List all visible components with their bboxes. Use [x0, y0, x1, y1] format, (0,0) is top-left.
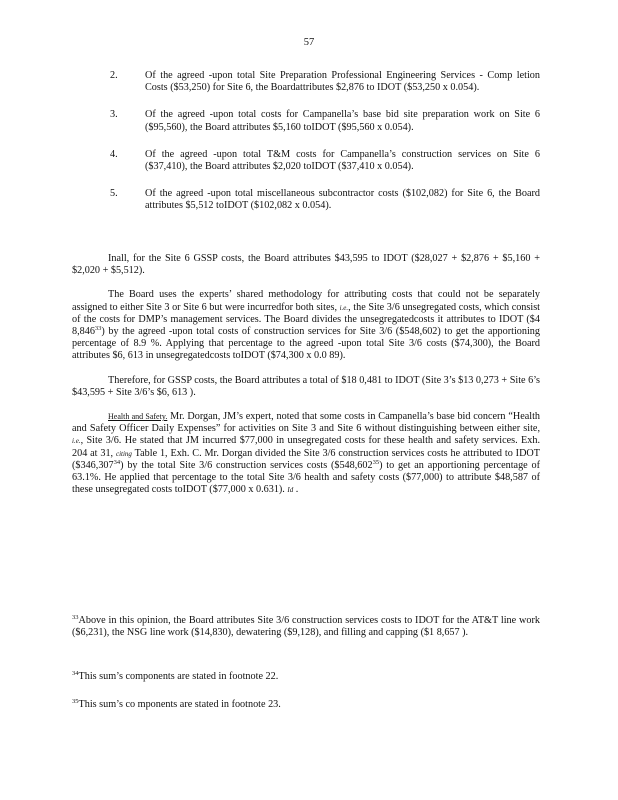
list-item-number: 2. [110, 70, 118, 81]
footnote-text: This sum’s components are stated in footnote 22. [78, 671, 279, 682]
italic-citing: citing [115, 449, 132, 458]
footnote-reference[interactable]: 33 [94, 325, 102, 333]
paragraph-text: ) to get an apportioning percentage of 63.1%. He applied that percentage to the total Site 3/6 health and safety costs ($77,000) to attribute $48,587 of these unsegregated costs toIDOT ($77,000 x 0.631). [72, 459, 540, 496]
body-paragraphs [72, 253, 540, 508]
list-item-number: 3. [110, 109, 118, 121]
list-item-number: 5. [110, 188, 118, 200]
paragraph-gssp-total: Therefore, for GSSP costs, the Board attributes a total of $18 0,481 to IDOT (Site 3’s $13 0,273 + Site 6’s $43,595 + Site 3/6’s $6, 613 ). [72, 374, 540, 398]
list-item [72, 149, 540, 173]
list-item-text: Of the agreed -upon total Site Preparation Professional Engineering Services - Comp letion Costs ($53,250) for Site 6, the Boardattributes $2,876 to IDOT ($53,250 x 0.054). [145, 70, 540, 94]
list-item [72, 109, 540, 133]
footnote-reference[interactable]: 35 [372, 458, 380, 466]
footnote-mark: 35 [72, 698, 79, 705]
list-item-text: Of the agreed -upon total miscellaneous subcontractor costs ($102,082) for Site 6, the Board attributes $5,512 toIDOT ($102,082 x 0.054). [145, 188, 540, 212]
italic-ie: i.e. [339, 303, 349, 312]
numbered-list [72, 70, 540, 228]
paragraph-text: ) by the agreed -upon total costs of construction services for Site 3/6 ($548,602) to get the apportioning percentage of 8.9 %. Applying that percentage to the agreed -upon total Site 3/6 costs ($74,300), the Board attributes $6, 613 in unsegregatedcosts toIDOT ($74,300 x 0.0 89). [72, 326, 540, 362]
paragraph-text: The Board uses the experts’ shared methodology for attributing costs that could not be separately assigned to either Site 3 or Site 6 but were incurredfor both sites, [72, 289, 540, 313]
paragraph-text: . [293, 484, 299, 496]
paragraph-text: Table 1, Exh. C. Mr. Dorgan divided the Site 3/6 construction services costs he attributed to IDOT ($346,307 [72, 447, 541, 471]
paragraph-text: Mr. Dorgan, JM’s expert, noted that some costs in Campanella’s base bid concern “Health and Safety Officer Daily Expenses” for activities on Site 3 and Site 6 without distinguishing between either site, [72, 411, 540, 435]
italic-id: Id [287, 486, 294, 495]
footnote [72, 671, 540, 683]
footnote [72, 615, 540, 639]
footnote-reference[interactable]: 34 [113, 458, 121, 466]
list-item-text: Of the agreed -upon total costs for Campanella’s base bid site preparation work on Site 6 ($95,560), the Board attributes $5,160 toIDOT ($95,560 x 0.054). [145, 109, 540, 133]
paragraph-text: ) by the total Site 3/6 construction services costs ($548,602 [120, 459, 373, 471]
footnote-text: Above in this opinion, the Board attributes Site 3/6 construction services costs to IDOT for the AT&T line work ($6,231), the NSG line work ($14,830), dewatering ($9,128), and filling and capping ($1 8,657 ). [72, 615, 540, 639]
italic-ie: i.e. [72, 437, 81, 446]
footnote-mark: 34 [72, 670, 79, 677]
list-item [72, 70, 540, 94]
paragraph-methodology [72, 289, 540, 362]
paragraph-gssp-site6-total: Inall, for the Site 6 GSSP costs, the Board attributes $43,595 to IDOT ($28,027 + $2,876 + $5,160 + $2,020 + $5,512). [72, 253, 540, 277]
paragraph-text: , the Site 3/6 unsegregated costs, which consist of the costs for DMP’s management services. The Board divides the unsegregatedcosts it attributes to IDOT ($4 8,846 [72, 301, 540, 338]
paragraph-health-safety [72, 411, 540, 496]
footnote-text: This sum’s co mponents are stated in footnote 23. [78, 699, 281, 710]
page-number: 57 [303, 37, 315, 48]
footnote [72, 699, 540, 711]
section-heading: Health and Safety. [108, 412, 168, 422]
list-item [72, 188, 540, 212]
footnote-mark: 33 [72, 614, 79, 621]
paragraph-text: , Site 3/6. He stated that JM incurred $77,000 in unsegregated costs for these health and safety services. Exh. 204 at 31, [72, 435, 540, 459]
list-item-text: Of the agreed -upon total T&M costs for Campanella’s construction services on Site 6 ($37,410), the Board attributes $2,020 toIDOT ($37,410 x 0.054). [145, 148, 540, 173]
list-item-number: 4. [110, 148, 118, 160]
